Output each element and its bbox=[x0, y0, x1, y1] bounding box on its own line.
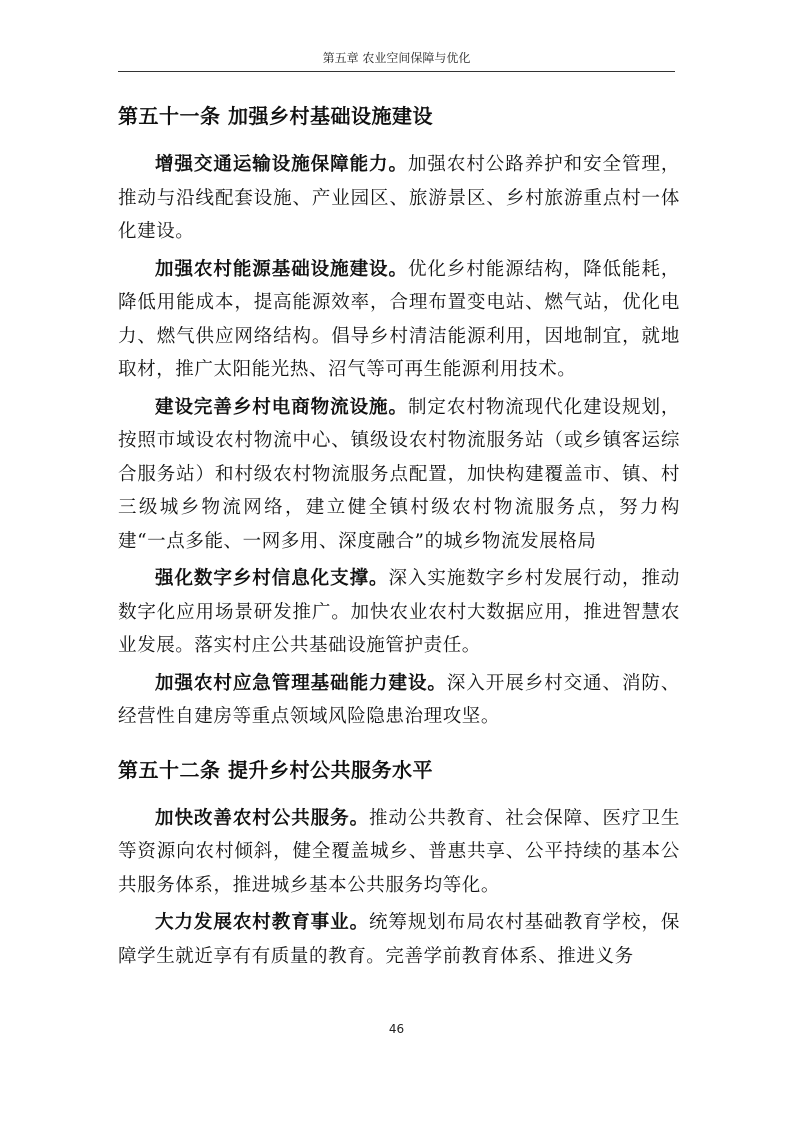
paragraph-lead: 强化数字乡村信息化支撑。 bbox=[155, 568, 389, 589]
article-52-title: 第五十二条 提升乡村公共服务水平 bbox=[118, 757, 433, 782]
paragraph-body: 优化乡村能源结构，降低能耗，降低用能成本，提高能源效率，合理布置变电站、燃气站，优化电力、燃气供应网络结构。倡导乡村清洁能源利用，因地制宜，就地取材，推广太阳能光热、沼气等可再生能源利用技术。 bbox=[118, 258, 680, 380]
paragraph-public-services bbox=[118, 802, 680, 903]
paragraph-body: 制定农村物流现代化建设规划，按照市域设农村物流中心、镇级设农村物流服务站（或乡镇客运综合服务站）和村级农村物流服务点配置，加快构建覆盖市、镇、村三级城乡物流网络，建立健全镇村级农村物流服务点，努力构建“一点多能、一网多用、深度融合”的城乡物流发展格局 bbox=[118, 396, 680, 552]
paragraph-digital bbox=[118, 562, 680, 663]
paragraph-lead: 大力发展农村教育事业。 bbox=[155, 912, 370, 933]
paragraph-body: 深入实施数字乡村发展行动，推动数字化应用场景研发推广。加快农业农村大数据应用，推进智慧农业发展。落实村庄公共基础设施管护责任。 bbox=[118, 568, 680, 656]
paragraph-lead: 加强农村应急管理基础能力建设。 bbox=[155, 672, 447, 694]
paragraph-logistics bbox=[118, 391, 680, 559]
article-51-title: 第五十一条 加强乡村基础设施建设 bbox=[118, 104, 433, 128]
paragraph-body: 加强农村公路养护和安全管理，推动与沿线配套设施、产业园区、旅游景区、乡村旅游重点村一体化建设。 bbox=[118, 154, 680, 242]
paragraph-lead: 增强交通运输设施保障能力。 bbox=[155, 154, 408, 175]
paragraph-emergency bbox=[118, 667, 680, 734]
page-number: 46 bbox=[388, 1022, 405, 1036]
paragraph-lead: 加强农村能源基础设施建设。 bbox=[155, 258, 408, 280]
paragraph-body: 深入开展乡村交通、消防、经营性自建房等重点领域风险隐患治理攻坚。 bbox=[118, 672, 680, 727]
paragraph-body: 推动公共教育、社会保障、医疗卫生等资源向农村倾斜，健全覆盖城乡、普惠共享、公平持续的基本公共服务体系，推进城乡基本公共服务均等化。 bbox=[118, 807, 680, 896]
paragraph-energy bbox=[118, 253, 680, 387]
paragraph-lead: 建设完善乡村电商物流设施。 bbox=[155, 396, 408, 418]
paragraph-lead: 加快改善农村公共服务。 bbox=[155, 807, 370, 829]
paragraph-education bbox=[118, 906, 680, 973]
paragraph-transport bbox=[118, 148, 680, 249]
header-rule bbox=[118, 71, 675, 72]
running-header: 第五章 农业空间保障与优化 bbox=[322, 51, 471, 65]
paragraph-body: 统筹规划布局农村基础教育学校，保障学生就近享有有质量的教育。完善学前教育体系、推进义务 bbox=[118, 912, 680, 967]
page-content bbox=[118, 98, 680, 977]
